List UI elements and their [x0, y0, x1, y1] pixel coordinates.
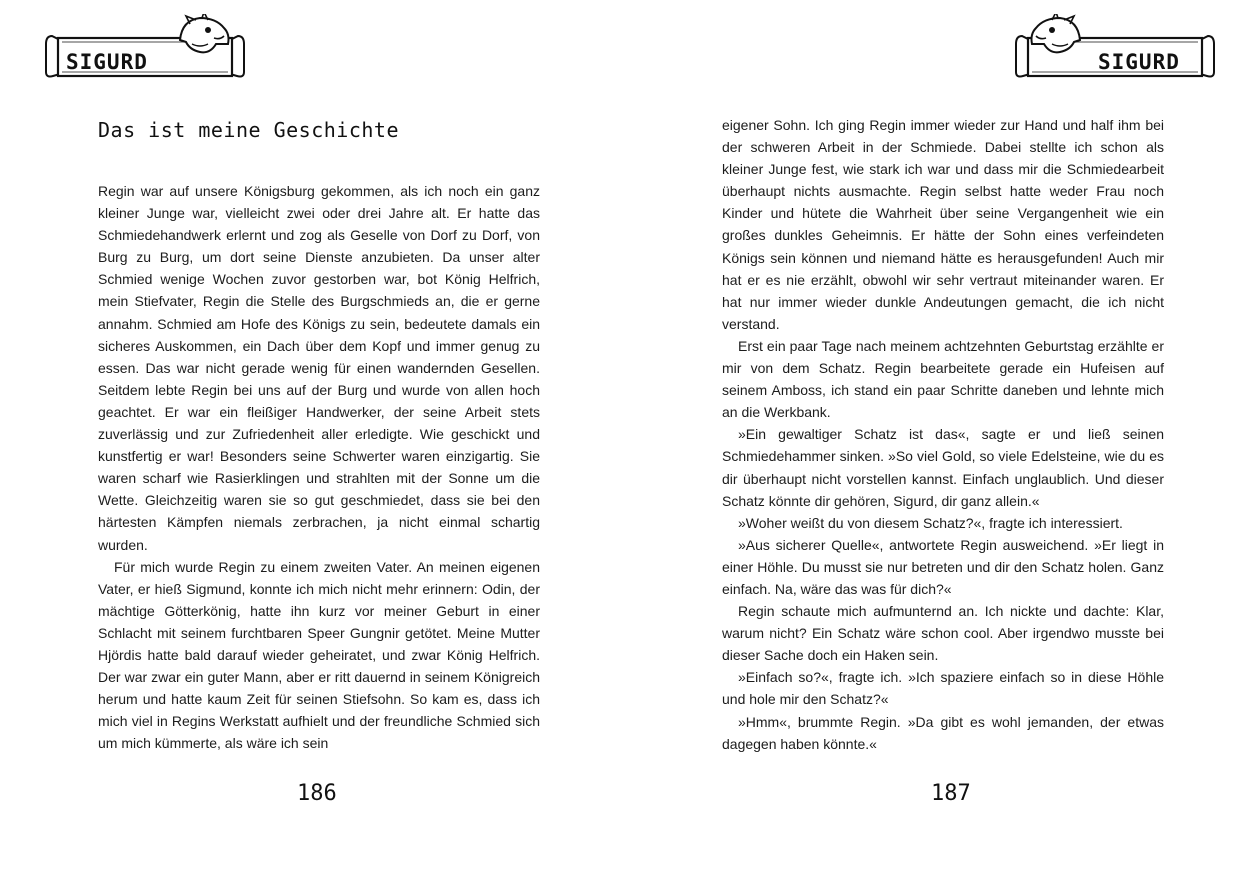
paragraph: Erst ein paar Tage nach meinem achtzehnten Geburtstag erzählte er mir von dem Schatz. Regin bearbeitete gerade ein Hufeisen auf seinem Amboss, ich stand ein paar Schritte daneben und lehnte mich an die Werkbank. — [722, 337, 1164, 421]
body-text — [98, 180, 540, 754]
paragraph: »Hmm«, brummte Regin. »Da gibt es wohl jemanden, der etwas dagegen haben könnte.« — [722, 713, 1164, 752]
paragraph: »Woher weißt du von diesem Schatz?«, fragte ich interessiert. — [738, 514, 1123, 531]
paragraph: eigener Sohn. Ich ging Regin immer wieder zur Hand und half ihm bei der schweren Arbeit in der Schmiede. Dabei stellte ich schon als kleiner Junge fest, wie stark ich war und dass mir die Schmiedearbeit überhaupt nichts ausmachte. Regin selbst hatte weder Frau noch Kinder und hütete die Wahrheit über seine Vergangenheit wie ein großes dunkles Geheimnis. Er hätte der Sohn eines verfeindeten Königs sein können und niemand hätte es herausgefunden! Auch mir hat er es nie erzählt, obwohl wir sehr vertraut miteinander waren. Er hat nur immer wieder dunkle Andeutungen gemacht, die ich nicht verstand. — [722, 117, 1164, 332]
header-banner — [1010, 14, 1220, 84]
page-number: 187 — [931, 781, 971, 806]
paragraph: »Aus sicherer Quelle«, antwortete Regin ausweichend. »Er liegt in einer Höhle. Du musst sie nur betreten und dir den Schatz holen. Ganz einfach. Na, wäre das was für dich?« — [722, 536, 1164, 597]
paragraph: Für mich wurde Regin zu einem zweiten Vater. An meinen eigenen Vater, er hieß Sigmund, konnte ich mich nicht mehr erinnern: Odin, der mächtige Götterkönig, hatte ihn kurz vor meiner Geburt in einer Schlacht mit seinem furchtbaren Speer Gungnir getötet. Meine Mutter Hjördis hatte bald darauf wieder geheiratet, und zwar König Helfrich. Der war zwar ein guter Mann, aber er ritt dauernd in seinem Königreich herum und hatte kaum Zeit für seinen Stiefsohn. So kam es, dass ich mich viel in Regins Werkstatt aufhielt und der freundliche Schmied sich um mich kümmerte, als wäre ich sein — [98, 558, 540, 752]
banner-label: SIGURD — [66, 50, 148, 74]
page-number: 186 — [297, 781, 337, 806]
paragraph: Regin war auf unsere Königsburg gekommen, als ich noch ein ganz kleiner Junge war, vielleicht zwei oder drei Jahre alt. Er hatte das Schmiedehandwerk erlernt und zog als Geselle von Dorf zu Dorf, von Burg zu Burg, um dort seine Dienste anzubieten. Da unser alter Schmied wenige Wochen zuvor gestorben war, bot König Helfrich, mein Stiefvater, Regin die Stelle des Burgschmieds an, die er gerne annahm. Schmied am Hofe des Königs zu sein, bedeutete damals ein sicheres Auskommen, ein Dach über dem Kopf und immer genug zu essen. Das war nicht gerade wenig für einen wandernden Gesellen. Seitdem lebte Regin bei uns auf der Burg und wurde von allen hoch geachtet. Er war ein fleißiger Handwerker, der seine Arbeit stets zuverlässig und zur Zufriedenheit aller erledigte. Wie geschickt und kunstfertig er war! Besonders seine Schwerter waren einzigartig. Sie waren scharf wie Rasierklingen und strahlten mit der Sonne um die Wette. Gleichzeitig waren sie so gut geschmiedet, dass sie bei den härtesten Kämpfen niemals zerbrachen, ja nicht einmal schartig wurden. — [98, 183, 540, 553]
paragraph: »Einfach so?«, fragte ich. »Ich spaziere einfach so in diese Höhle und hole mir den Schatz?« — [722, 669, 1164, 708]
paragraph: »Ein gewaltiger Schatz ist das«, sagte er und ließ seinen Schmiedehammer sinken. »So viel Gold, so viele Edelsteine, wie du es dir überhaupt nicht vorstellen kannst. Einfach unglaublich. Und dieser Schatz könnte dir gehören, Sigurd, dir ganz allein.« — [722, 426, 1164, 509]
body-text — [722, 114, 1164, 755]
header-banner — [40, 14, 250, 84]
banner-label: SIGURD — [1098, 50, 1180, 74]
chapter-title: Das ist meine Geschichte — [98, 118, 399, 142]
paragraph: Regin schaute mich aufmunternd an. Ich nickte und dachte: Klar, warum nicht? Ein Schatz wäre schon cool. Aber irgendwo musste bei dieser Sache doch ein Haken sein. — [722, 603, 1164, 664]
